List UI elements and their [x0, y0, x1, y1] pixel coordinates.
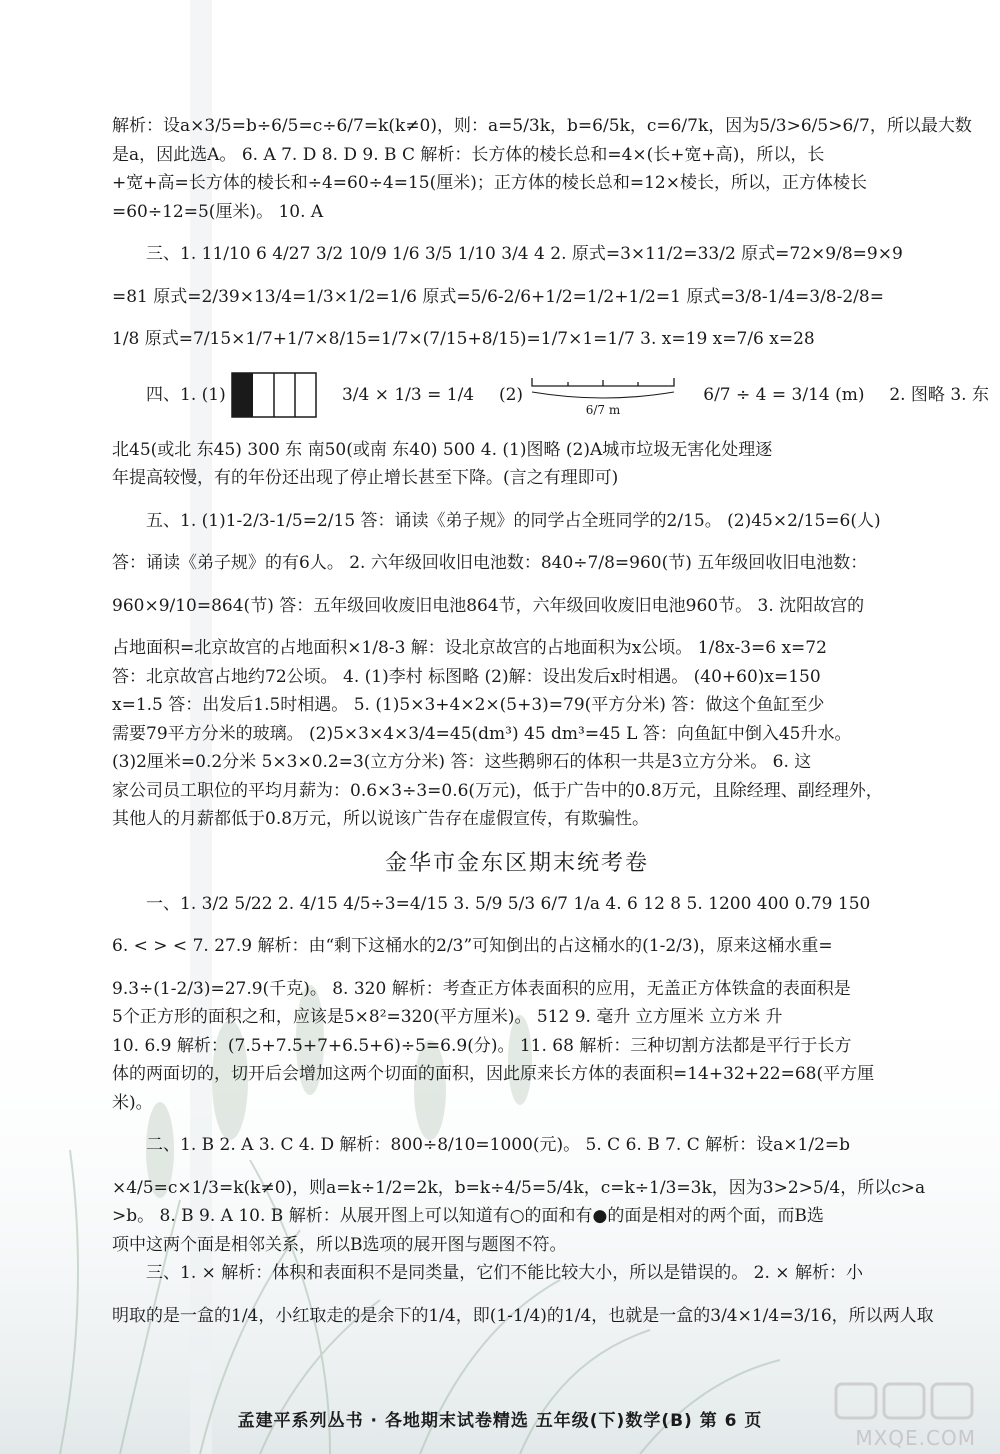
text-line: ×4/5=c×1/3=k(k≠0)，则a=k÷1/2=2k，b=k÷4/5=5/4k，c=k÷1/3=3k，因为3>2>5/4，所以c>a [112, 1177, 926, 1198]
equation-two: 6/7 ÷ 4 = 3/14 (m) [703, 384, 865, 405]
text-line: 二、1. B 2. A 3. C 4. D 解析：800÷8/10=1000(元)。 5. C 6. B 7. C 解析：设a×1/2=b [146, 1135, 851, 1155]
text-line: =81 原式=2/39×13/4=1/3×1/2=1/6 原式=5/6-2/6+1/2=1/2+1/2=1 原式=3/8-1/4=3/8-2/8= [112, 286, 884, 307]
text-line: x=1.5 答：出发后1.5时相遇。 5. (1)5×3+4×2×(5+3)=79(平方分米) 答：做这个鱼缸至少 [112, 695, 825, 715]
text-line: 需要79平方分米的玻璃。 (2)5×3×4×3/4=45(dm³) 45 dm³=45 L 答：向鱼缸中倒入45升水。 [112, 723, 852, 744]
text-line: 米)。 [112, 1092, 153, 1113]
text-line: =60÷12=5(厘米)。 10. A [112, 201, 324, 222]
section-four-prefix: 四、1. (1) [146, 384, 226, 405]
text-line: 五、1. (1)1-2/3-1/5=2/15 答：诵读《弟子规》的同学占全班同学的2/15。 (2)45×2/15=6(人) [146, 510, 881, 531]
text-line: 体的两面切的，切开后会增加这两个切面的面积，因此原来长方体的表面积=14+32+22=68(平方厘 [112, 1064, 875, 1084]
text-line: 5个正方形的面积之和，应该是5×8²=320(平方厘米)。 512 9. 毫升 立方厘米 立方米 升 [112, 1007, 783, 1027]
text-line: 年提高较慢，有的年份还出现了停止增长甚至下降。(言之有理即可) [112, 468, 619, 488]
text-line: 家公司员工职位的平均月薪为：0.6×3÷3=0.6(万元)，低于广告中的0.8万元，且除经理、副经理外， [112, 780, 883, 801]
text-line: 解析：设a×3/5=b÷6/5=c÷6/7=k(k≠0)，则：a=5/3k，b=6/5k，c=6/7k，因为5/3>6/5>6/7，所以最大数 [112, 116, 972, 136]
page-footer: 孟建平系列丛书 · 各地期末试卷精选 五年级(下)数学(B) 第 6 页 [237, 1411, 763, 1431]
section-title: 金华市金东区期末统考卷 [384, 850, 649, 876]
watermark-text: MXQE.COM [855, 1426, 976, 1450]
section-four-line [112, 368, 989, 422]
text-line: 1/8 原式=7/15×1/7+1/7×8/15=1/7×(7/15+8/15)=1/7×1=1/7 3. x=19 x=7/6 x=28 [112, 329, 815, 349]
text-line: 北45(或北 东45) 300 东 南50(或南 东40) 500 4. (1)图略 (2)A城市垃圾无害化处理逐 [112, 439, 773, 460]
text-line: 一、1. 3/2 5/22 2. 4/15 4/5÷3=4/15 3. 5/9 5/3 6/7 1/a 4. 6 12 8 5. 1200 400 0.79 150 [146, 893, 871, 914]
text-line: 项中这两个面是相邻关系，所以B选项的展开图与题图不符。 [112, 1234, 567, 1255]
text-line: 答：北京故宫占地约72公顷。 4. (1)李村 标图略 (2)解：设出发后x时相遇。 (40+60)x=150 [112, 666, 821, 687]
text-line: 三、1. 11/10 6 4/27 3/2 10/9 1/6 3/5 1/10 3/4 4 2. 原式=3×11/2=33/2 原式=72×9/8=9×9 [146, 244, 903, 264]
text-line: 三、1. × 解析：体积和表面积不是同类量，它们不能比较大小，所以是错误的。 2. × 解析：小 [146, 1263, 863, 1283]
equation-one: 3/4 × 1/3 = 1/4 [341, 384, 475, 405]
text-line: 占地面积=北京故宫的占地面积×1/8-3 解：设北京故宫的占地面积为x公顷。 1/8x-3=6 x=72 [112, 638, 827, 658]
text-line: 6. < > < 7. 27.9 解析：由“剩下这桶水的2/3”可知倒出的占这桶水的(1-2/3)，原来这桶水重= [112, 936, 833, 956]
section-four-rest: 2. 图略 3. 东 [889, 384, 989, 405]
text-line: 明取的是一盒的1/4，小红取走的是余下的1/4，即(1-1/4)的1/4，也就是一盒的3/4×1/4=3/16，所以两人取 [112, 1305, 934, 1326]
text-line: (3)2厘米=0.2分米 5×3×0.2=3(立方分米) 答：这些鹅卵石的体积一共是3立方分米。 6. 这 [112, 752, 812, 772]
fraction-bar-diagram [231, 372, 317, 418]
text-line: 其他人的月薪都低于0.8万元，所以说该广告存在虚假宣传，有欺骗性。 [112, 809, 650, 829]
text-line: 9.3÷(1-2/3)=27.9(千克)。 8. 320 解析：考查正方体表面积的应用，无盖正方体铁盒的表面积是 [112, 978, 851, 999]
text-line: 960×9/10=864(节) 答：五年级回收废旧电池864节，六年级回收废旧电池960节。 3. 沈阳故宫的 [112, 595, 865, 616]
answer-text-block [112, 112, 989, 1330]
text-line: >b。 8. B 9. A 10. B 解析：从展开图上可以知道有○的面和有●的面是相对的两个面，而B选 [112, 1206, 824, 1226]
text-line: 答：诵读《弟子规》的有6人。 2. 六年级回收旧电池数：840÷7/8=960(节) 五年级回收旧电池数： [112, 553, 868, 573]
text-line: +宽+高=长方体的棱长和÷4=60÷4=15(厘米)；正方体的棱长总和=12×棱长，所以，正方体棱长 [112, 173, 867, 193]
segment-diagram [528, 372, 678, 418]
part-two-label: (2) [498, 384, 524, 405]
text-line: 是a，因此选A。 6. A 7. D 8. D 9. B C 解析：长方体的棱长总和=4×(长+宽+高)，所以，长 [112, 144, 825, 165]
segment-label: 6/7 m [586, 403, 621, 417]
text-line: 10. 6.9 解析：(7.5+7.5+7+6.5+6)÷5=6.9(分)。 11. 68 解析：三种切割方法都是平行于长方 [112, 1035, 852, 1056]
